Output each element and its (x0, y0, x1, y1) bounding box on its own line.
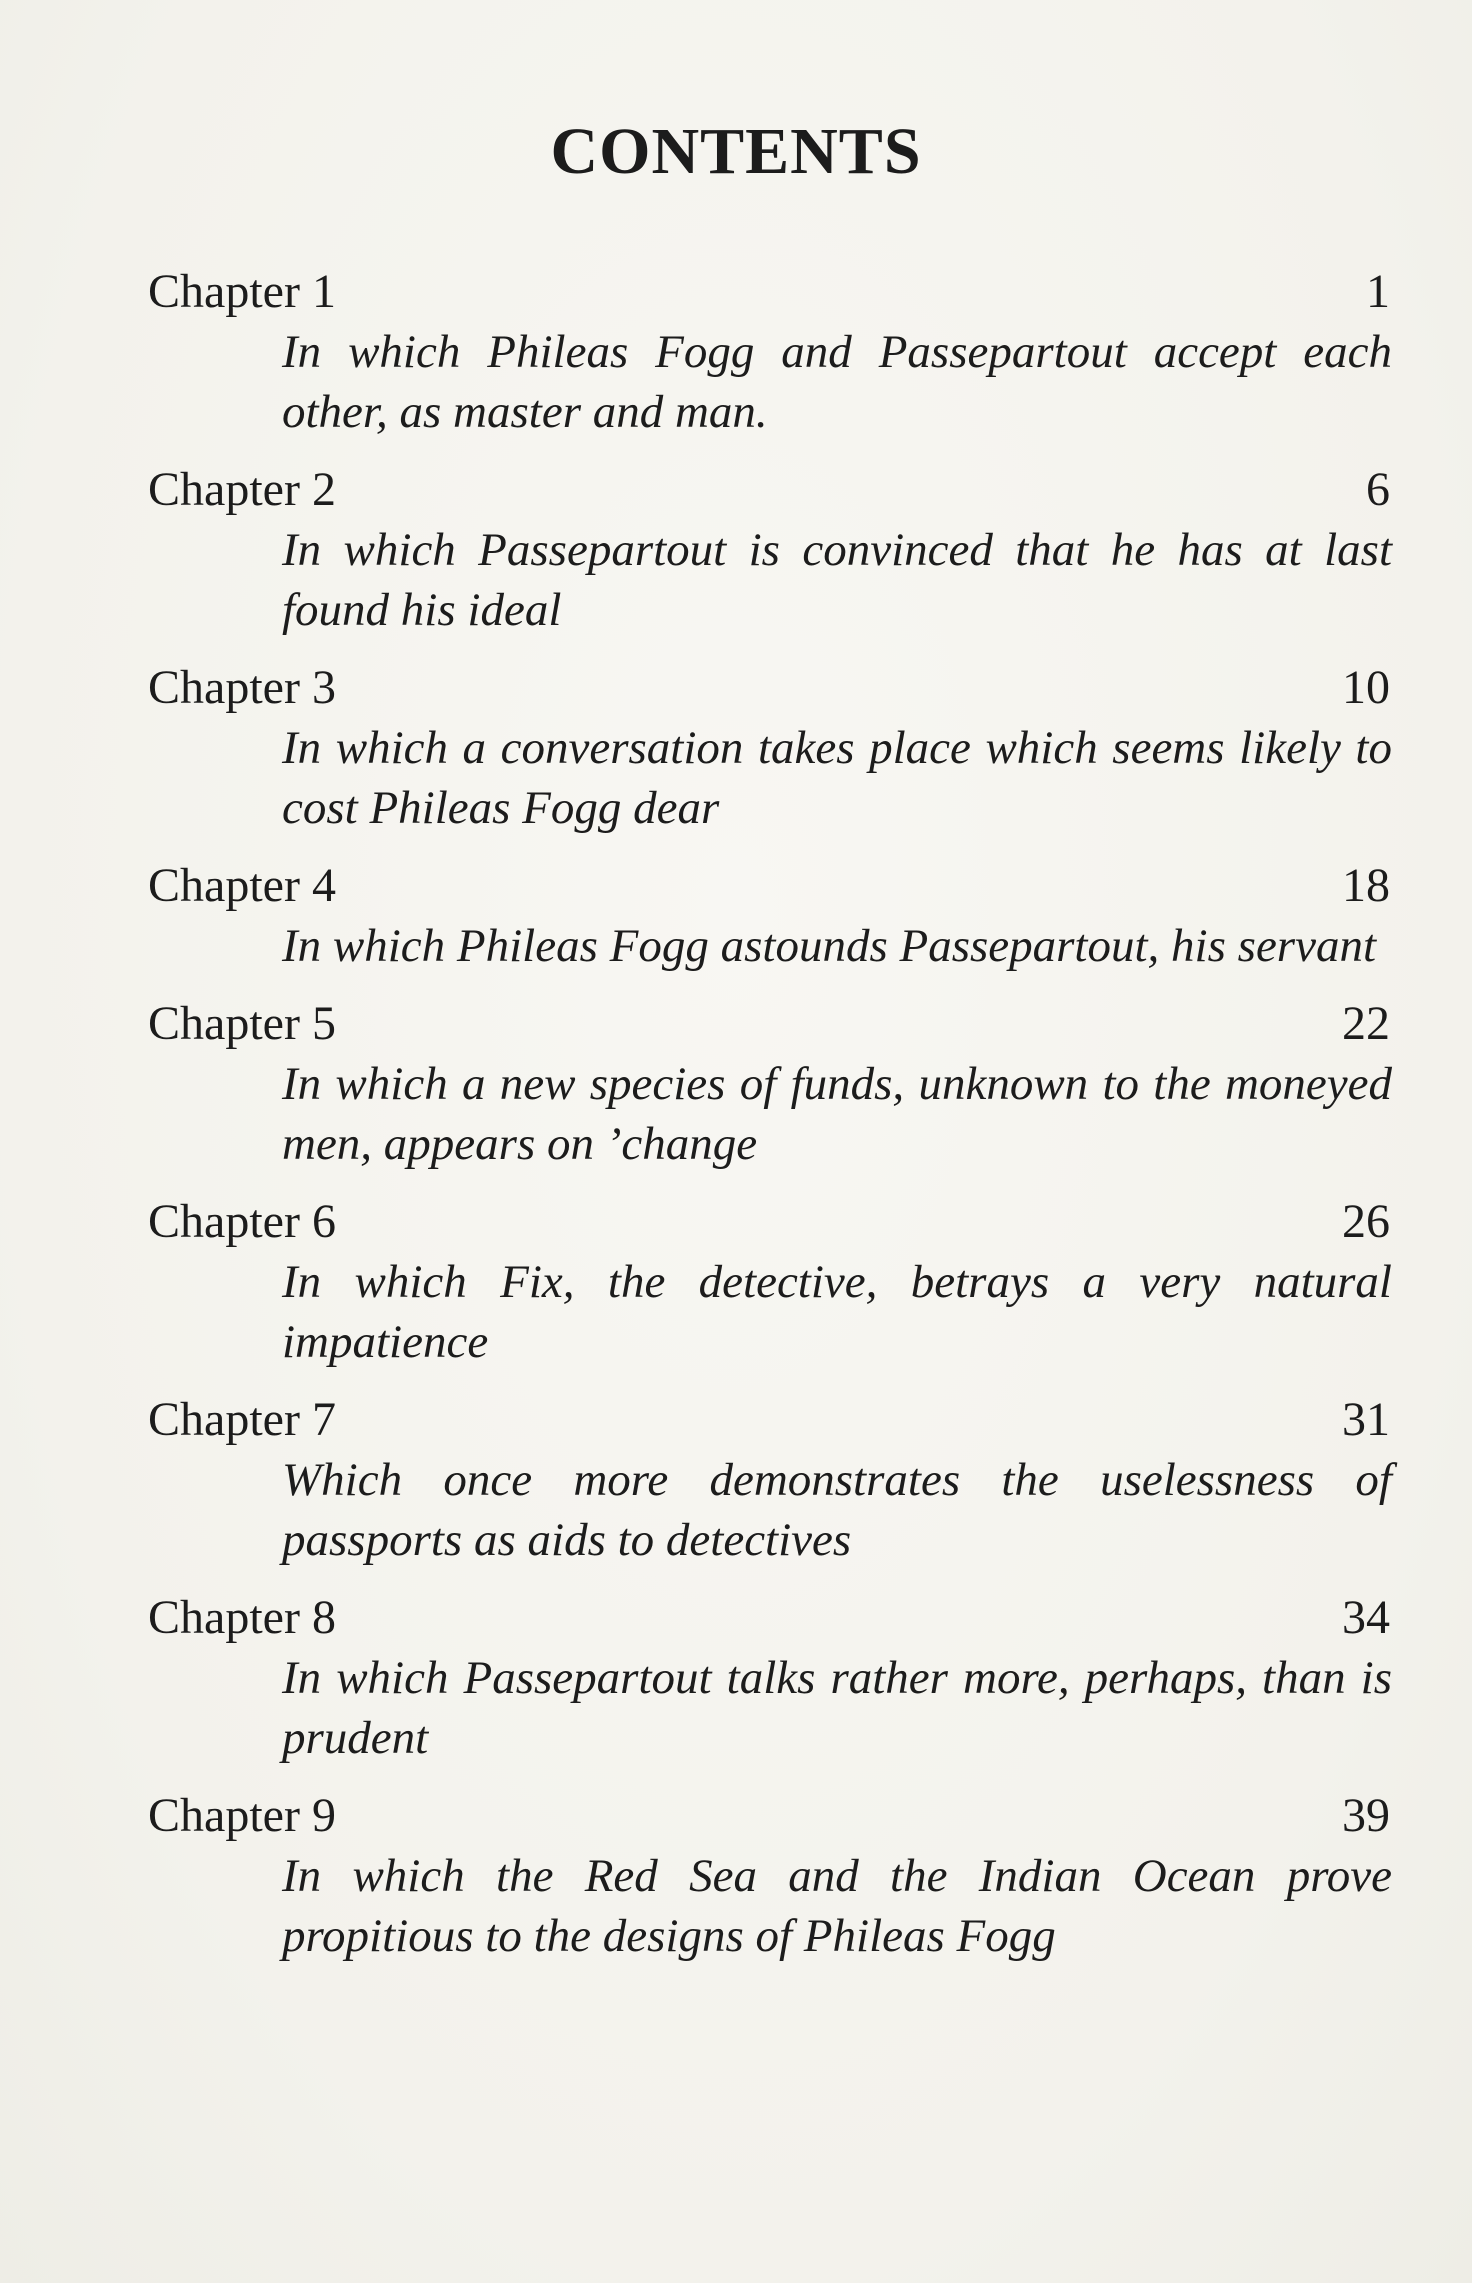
toc-entry (148, 1786, 1392, 1966)
chapter-row (148, 1192, 1392, 1252)
chapter-page-number: 10 (1342, 661, 1390, 714)
chapter-page-number: 22 (1342, 997, 1390, 1050)
toc-entry (148, 1390, 1392, 1570)
chapter-description: In which a new species of funds, unknown to the moneyed men, appears on ’change (282, 1058, 1392, 1170)
chapter-row (148, 856, 1392, 916)
chapter-description: In which Phileas Fogg and Passepartout accept each other, as master and man. (282, 326, 1392, 438)
chapter-row (148, 262, 1392, 322)
chapter-description: Which once more demonstrates the uselessness of passports as aids to detectives (282, 1454, 1392, 1566)
toc-entry (148, 262, 1392, 442)
chapter-row (148, 658, 1392, 718)
toc-entry (148, 1192, 1392, 1372)
toc-entry (148, 994, 1392, 1174)
table-of-contents (148, 262, 1392, 1984)
chapter-label: Chapter 6 (148, 1195, 336, 1248)
chapter-label: Chapter 8 (148, 1591, 336, 1644)
chapter-page-number: 1 (1366, 265, 1390, 318)
chapter-row (148, 460, 1392, 520)
chapter-description: In which a conversation takes place which seems likely to cost Phileas Fogg dear (282, 722, 1392, 834)
chapter-page-number: 26 (1342, 1195, 1390, 1248)
chapter-label: Chapter 1 (148, 265, 336, 318)
toc-entry (148, 1588, 1392, 1768)
chapter-page-number: 18 (1342, 859, 1390, 912)
chapter-row (148, 1588, 1392, 1648)
chapter-page-number: 31 (1342, 1393, 1390, 1446)
chapter-description: In which Fix, the detective, betrays a very natural impatience (282, 1256, 1392, 1368)
chapter-label: Chapter 7 (148, 1393, 336, 1446)
toc-entry (148, 856, 1392, 976)
contents-title: CONTENTS (550, 115, 922, 188)
chapter-description: In which Phileas Fogg astounds Passepartout, his servant (282, 920, 1377, 972)
chapter-page-number: 39 (1342, 1789, 1390, 1842)
chapter-label: Chapter 9 (148, 1789, 336, 1842)
chapter-description: In which the Red Sea and the Indian Ocean prove propitious to the designs of Phileas Fogg (282, 1850, 1392, 1962)
chapter-page-number: 34 (1342, 1591, 1390, 1644)
chapter-row (148, 1786, 1392, 1846)
chapter-label: Chapter 2 (148, 463, 336, 516)
toc-entry (148, 460, 1392, 640)
chapter-label: Chapter 4 (148, 859, 336, 912)
chapter-label: Chapter 5 (148, 997, 336, 1050)
chapter-row (148, 994, 1392, 1054)
chapter-description: In which Passepartout talks rather more, perhaps, than is prudent (282, 1652, 1392, 1764)
chapter-page-number: 6 (1366, 463, 1390, 516)
chapter-label: Chapter 3 (148, 661, 336, 714)
chapter-description: In which Passepartout is convinced that he has at last found his ideal (282, 524, 1392, 636)
chapter-row (148, 1390, 1392, 1450)
toc-entry (148, 658, 1392, 838)
